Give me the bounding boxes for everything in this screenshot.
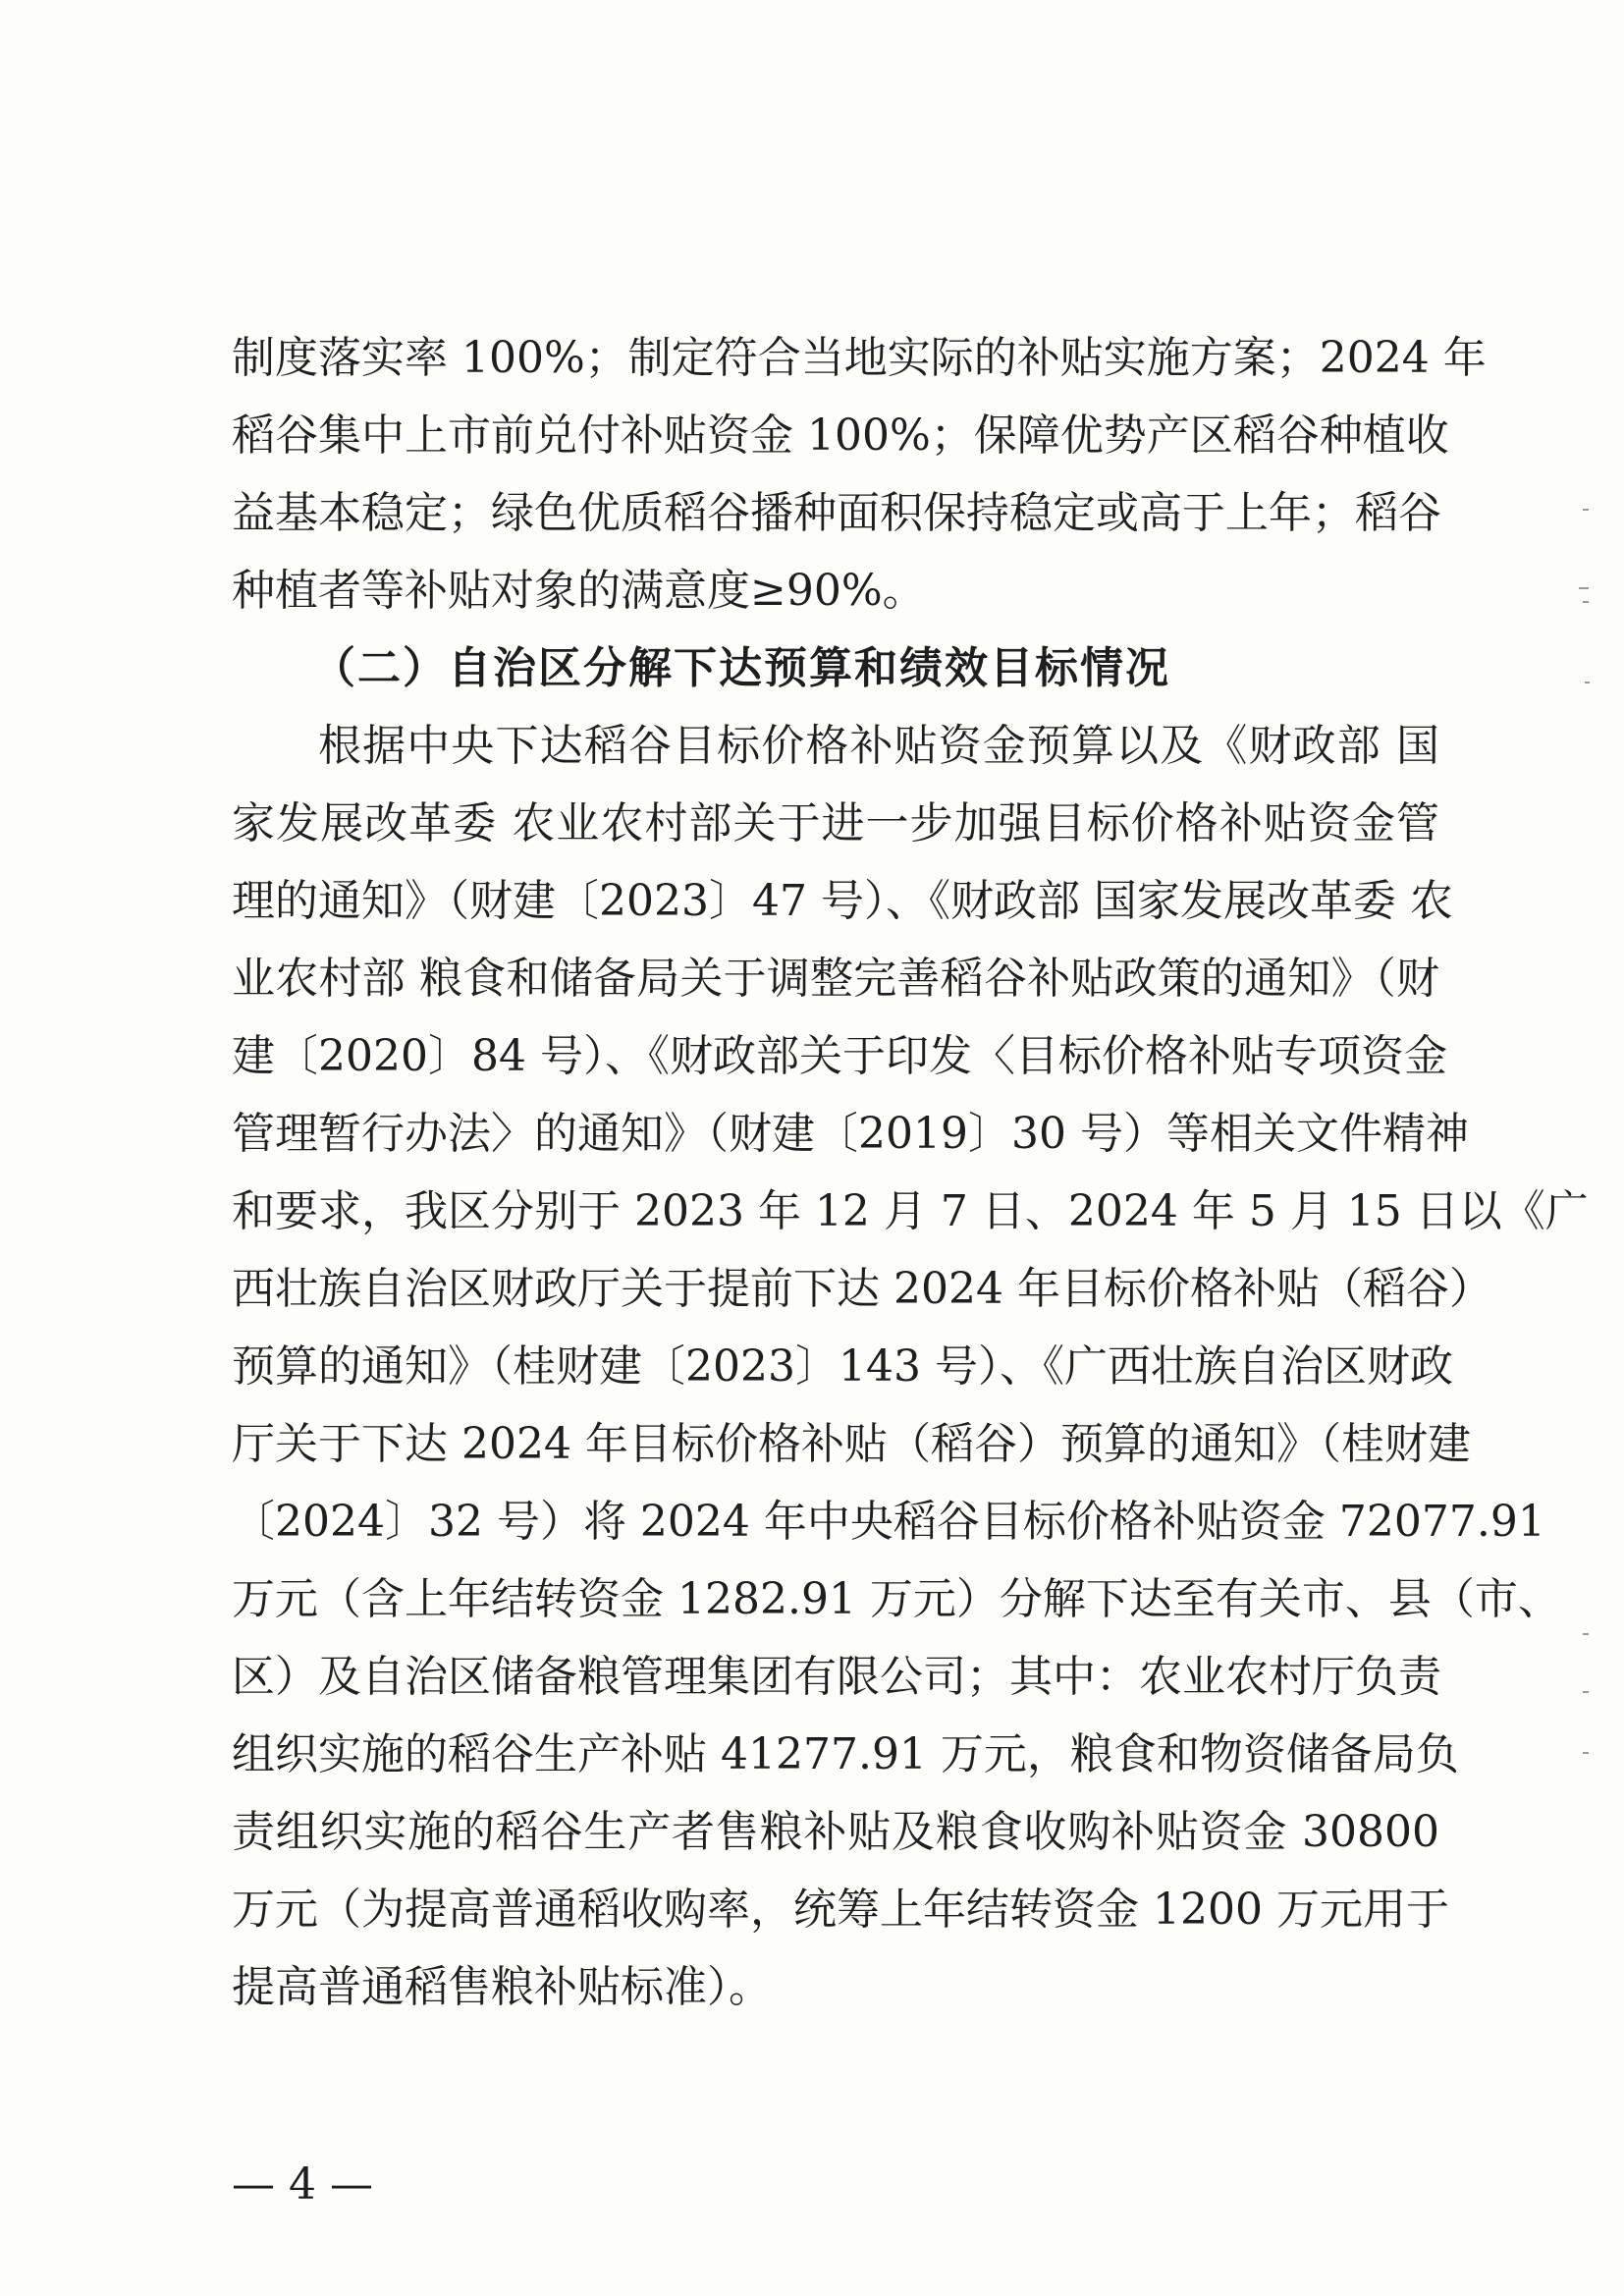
paragraph-2-line-11: 〔2024〕32 号）将 2024 年中央稻谷目标价格补贴资金 72077.91 <box>232 1497 1545 1547</box>
scan-mark <box>1583 1691 1589 1693</box>
page-number: — 4 — <box>232 2159 373 2210</box>
scan-mark <box>1585 682 1590 683</box>
paragraph-2-line-13: 区）及自治区储备粮管理集团有限公司；其中：农业农村厅负责 <box>232 1652 1441 1702</box>
scan-mark <box>1583 1752 1589 1754</box>
scan-mark <box>1583 1633 1589 1635</box>
scan-mark <box>1583 509 1589 511</box>
section-heading: （二）自治区分解下达预算和绩效目标情况 <box>312 643 1170 693</box>
paragraph-1-line-3: 益基本稳定；绿色优质稻谷播种面积保持稳定或高于上年；稻谷 <box>232 488 1441 538</box>
paragraph-1-line-4: 种植者等补贴对象的满意度≥90%。 <box>232 566 926 616</box>
paragraph-2-line-10: 厅关于下达 2024 年目标价格补贴（稻谷）预算的通知》（桂财建 <box>232 1419 1471 1469</box>
paragraph-2-line-8: 西壮族自治区财政厅关于提前下达 2024 年目标价格补贴（稻谷） <box>232 1264 1492 1314</box>
paragraph-2-line-17: 提高普通稻售粮补贴标准）。 <box>232 1962 772 2012</box>
paragraph-2-line-4: 业农村部 粮食和储备局关于调整完善稻谷补贴政策的通知》（财 <box>232 954 1439 1004</box>
paragraph-2-line-5: 建〔2020〕84 号）、《财政部关于印发〈目标价格补贴专项资金 <box>232 1031 1447 1081</box>
paragraph-2-line-12: 万元（含上年结转资金 1282.91 万元）分解下达至有关市、县（市、 <box>232 1574 1561 1624</box>
paragraph-2-line-15: 责组织实施的稻谷生产者售粮补贴及粮食收购补贴资金 30800 <box>232 1807 1439 1857</box>
paragraph-2-line-3: 理的通知》（财建〔2023〕47 号）、《财政部 国家发展改革委 农 <box>232 876 1453 926</box>
paragraph-2-line-16: 万元（为提高普通稻收购率，统筹上年结转资金 1200 万元用于 <box>232 1885 1449 1935</box>
paragraph-2-line-7: 和要求，我区分别于 2023 年 12 月 7 日、2024 年 5 月 15 日以《广 <box>232 1186 1589 1236</box>
paragraph-1-line-2: 稻谷集中上市前兑付补贴资金 100%；保障优势产区稻谷种植收 <box>232 410 1449 461</box>
paragraph-2-line-6: 管理暂行办法〉的通知》（财建〔2019〕30 号）等相关文件精神 <box>232 1109 1469 1159</box>
paragraph-1-line-1: 制度落实率 100%；制定符合当地实际的补贴实施方案；2024 年 <box>232 333 1487 383</box>
scan-mark <box>1579 587 1589 589</box>
paragraph-2-line-14: 组织实施的稻谷生产补贴 41277.91 万元，粮食和物资储备局负 <box>232 1729 1459 1779</box>
paragraph-2-line-2: 家发展改革委 农业农村部关于进一步加强目标价格补贴资金管 <box>232 798 1439 848</box>
paragraph-2-line-9: 预算的通知》（桂财建〔2023〕143 号）、《广西壮族自治区财政 <box>232 1341 1453 1392</box>
scan-mark <box>1583 601 1589 603</box>
paragraph-2-line-1: 根据中央下达稻谷目标价格补贴资金预算以及《财政部 国 <box>318 721 1439 771</box>
